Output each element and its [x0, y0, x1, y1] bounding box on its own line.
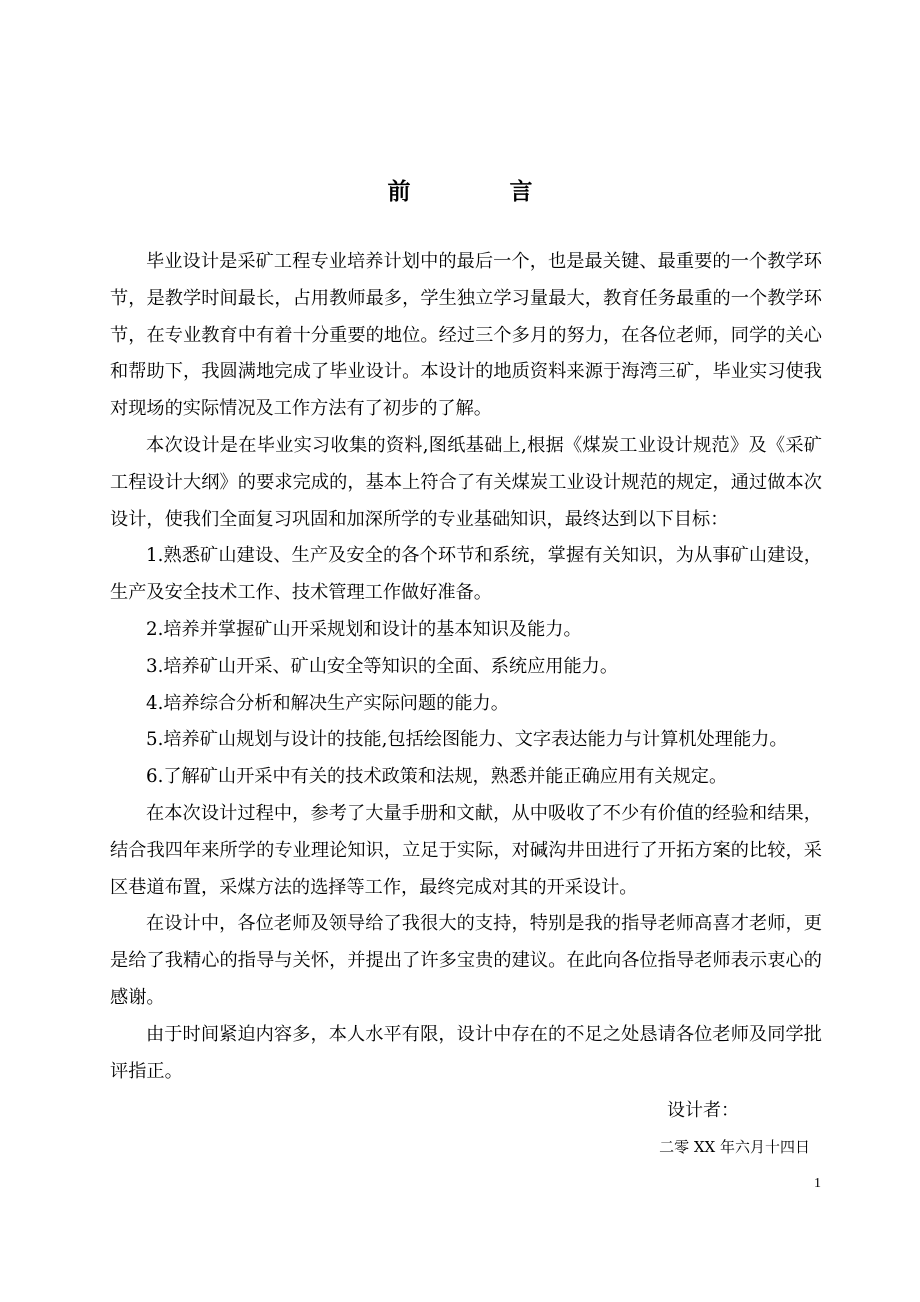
signature-date: 二零 XX 年六月十四日	[659, 1138, 810, 1156]
signature-label: 设计者：	[667, 1100, 739, 1121]
paragraph-design-basis: 本次设计是在毕业实习收集的资料,图纸基础上,根据《煤炭工业设计规范》及《采矿工程设计大纲》的要求完成的，基本上符合了有关煤炭工业设计规范的规定，通过做本次设计，使我们全面复习巩固和加深所学的专业基础知识，最终达到以下目标：	[110, 434, 822, 530]
goal-item-1: 1.熟悉矿山建设、生产及安全的各个环节和系统，掌握有关知识，为从事矿山建设，生产及安全技术工作、技术管理工作做好准备。	[110, 545, 822, 604]
paragraph-closing: 由于时间紧迫内容多，本人水平有限，设计中存在的不足之处恳请各位老师及同学批评指正。	[110, 1023, 822, 1082]
paragraph-thanks: 在设计中，各位老师及领导给了我很大的支持，特别是我的指导老师高喜才老师，更是给了我精心的指导与关怀，并提出了许多宝贵的建议。在此向各位指导老师表示衷心的感谢。	[110, 913, 822, 1008]
goal-item-6: 6.了解矿山开采中有关的技术政策和法规，熟悉并能正确应用有关规定。	[146, 766, 728, 788]
goal-item-2: 2.培养并掌握矿山开采规划和设计的基本知识及能力。	[146, 618, 582, 640]
body-text	[110, 244, 822, 1090]
paragraph-process: 在本次设计过程中，参考了大量手册和文献，从中吸收了不少有价值的经验和结果，结合我四年来所学的专业理论知识，立足于实际，对碱沟井田进行了开拓方案的比较，采区巷道布置，采煤方法的选择等工作，最终完成对其的开采设计。	[110, 802, 822, 898]
paragraph-intro: 毕业设计是采矿工程专业培养计划中的最后一个，也是最关键、最重要的一个教学环节，是教学时间最长，占用教师最多，学生独立学习量最大，教育任务最重的一个教学环节，在专业教育中有着十分重要的地位。经过三个多月的努力，在各位老师，同学的关心和帮助下，我圆满地完成了毕业设计。本设计的地质资料来源于海湾三矿，毕业实习使我对现场的实际情况及工作方法有了初步的了解。	[110, 251, 822, 420]
page-number: 1	[814, 1176, 821, 1191]
page-title: 前 言	[387, 179, 571, 205]
goal-item-4: 4.培养综合分析和解决生产实际问题的能力。	[146, 692, 509, 714]
goal-item-3: 3.培养矿山开采、矿山安全等知识的全面、系统应用能力。	[146, 655, 619, 677]
goal-item-5: 5.培养矿山规划与设计的技能,包括绘图能力、文字表达能力与计算机处理能力。	[146, 729, 788, 751]
